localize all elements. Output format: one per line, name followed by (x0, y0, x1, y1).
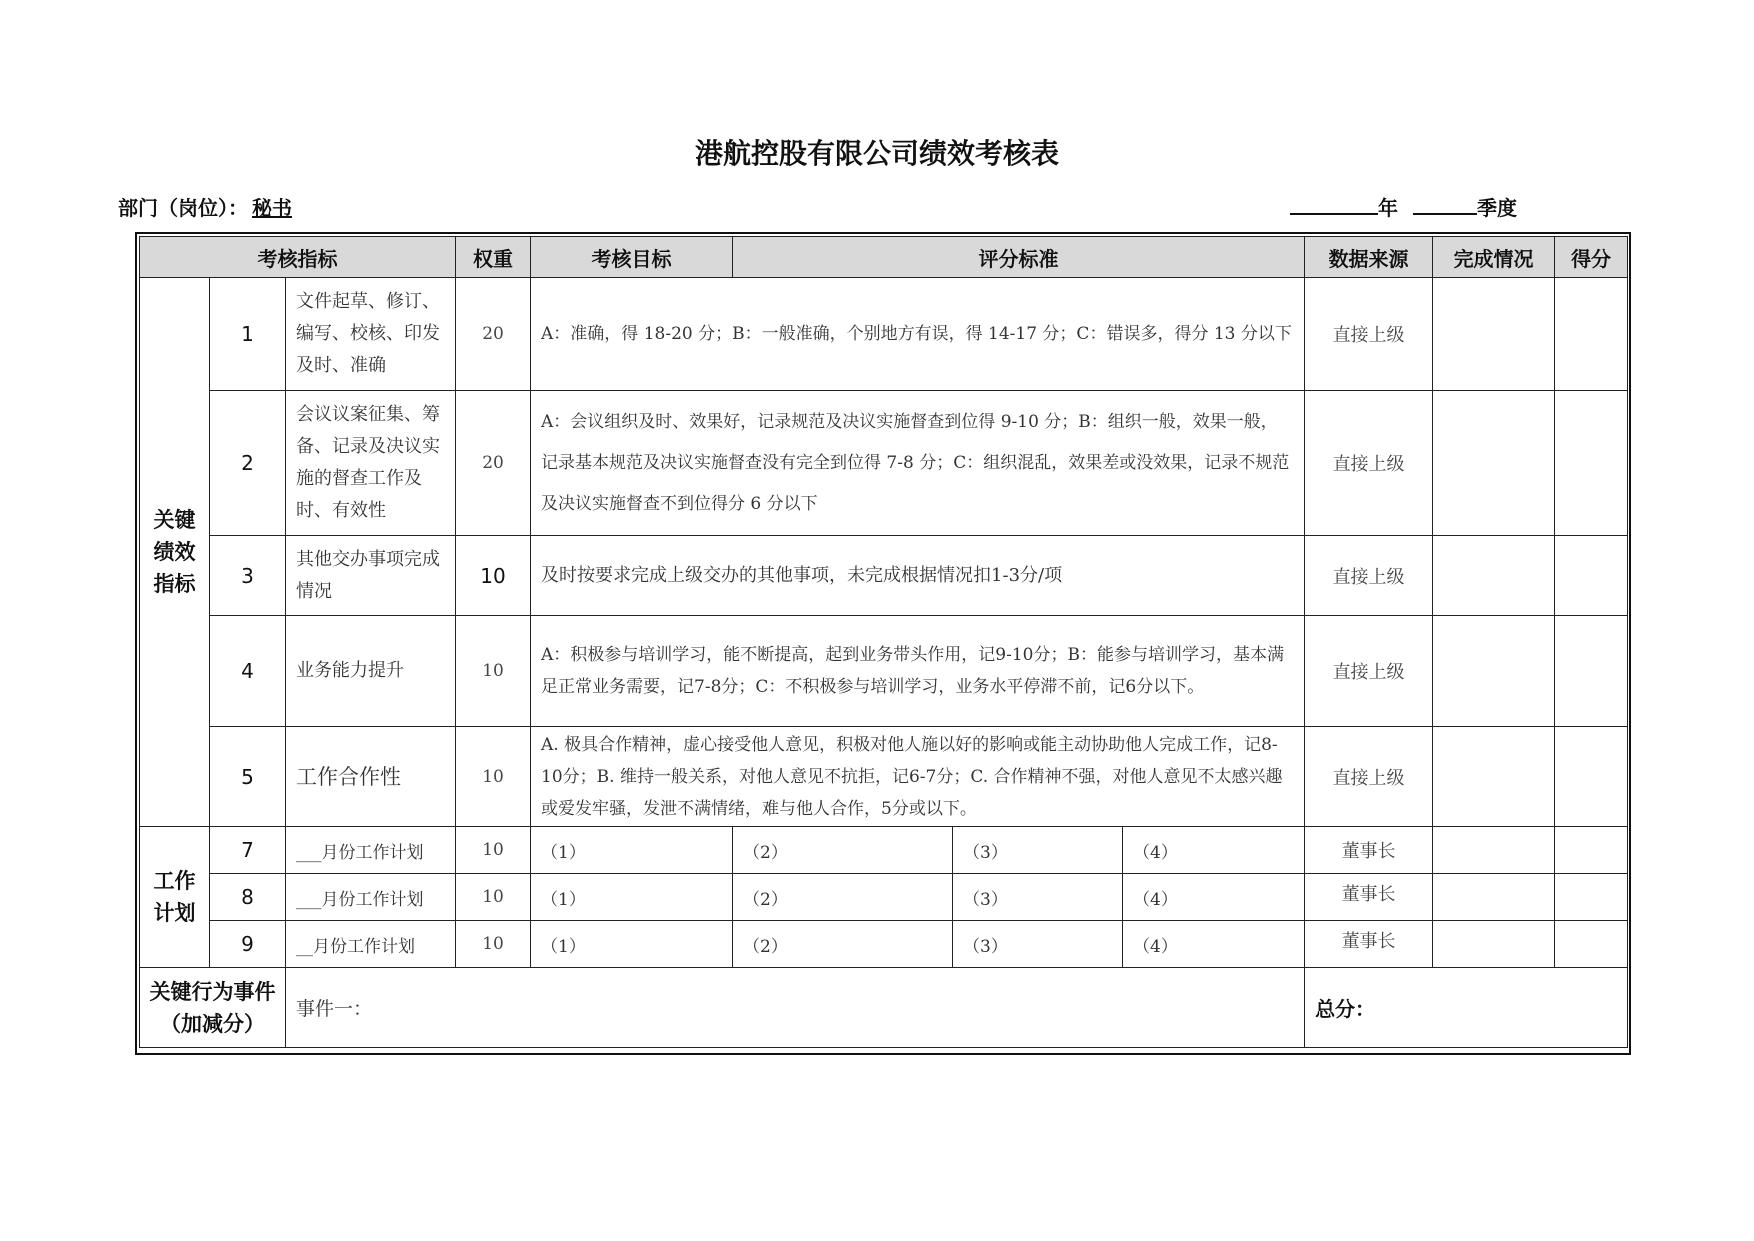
header-score: 得分 (1555, 237, 1628, 278)
row-number: 4 (210, 616, 286, 727)
score-cell[interactable] (1555, 616, 1628, 727)
status-cell[interactable] (1433, 827, 1555, 874)
weight-cell: 20 (456, 278, 531, 391)
weight-cell: 10 (456, 874, 531, 921)
status-cell[interactable] (1433, 874, 1555, 921)
criteria-cell: A：积极参与培训学习，能不断提高，起到业务带头作用，记9-10分；B：能参与培训学习，基本满足正常业务需要，记7-8分；C：不积极参与培训学习，业务水平停滞不前，记6分以下。 (531, 616, 1305, 727)
plan-item-4[interactable]: （4） (1123, 921, 1305, 968)
table-row (140, 616, 1628, 727)
table-row (140, 921, 1628, 968)
status-cell[interactable] (1433, 921, 1555, 968)
total-score[interactable]: 总分： (1305, 968, 1628, 1048)
assessment-table (139, 236, 1628, 1048)
weight-cell: 10 (456, 727, 531, 827)
status-cell[interactable] (1433, 616, 1555, 727)
year-label: 年 (1378, 196, 1398, 220)
event-value[interactable]: 事件一： (286, 968, 1305, 1048)
score-cell[interactable] (1555, 921, 1628, 968)
row-number: 7 (210, 827, 286, 874)
goal-cell: 其他交办事项完成情况 (286, 536, 456, 616)
row-number: 8 (210, 874, 286, 921)
status-cell[interactable] (1433, 536, 1555, 616)
goal-cell: 业务能力提升 (286, 616, 456, 727)
plan-item-3[interactable]: （3） (953, 827, 1123, 874)
plan-item-2[interactable]: （2） (733, 921, 953, 968)
score-cell[interactable] (1555, 874, 1628, 921)
row-number: 5 (210, 727, 286, 827)
header-row (140, 237, 1628, 278)
score-cell[interactable] (1555, 727, 1628, 827)
department-line (118, 192, 306, 221)
department-value: 秘书 (252, 196, 292, 220)
score-cell[interactable] (1555, 391, 1628, 536)
header-status: 完成情况 (1433, 237, 1555, 278)
plan-item-1[interactable]: （1） (531, 827, 733, 874)
goal-cell: 会议议案征集、筹备、记录及决议实施的督查工作及时、有效性 (286, 391, 456, 536)
header-criteria: 评分标准 (733, 237, 1305, 278)
source-cell: 直接上级 (1305, 391, 1433, 536)
weight-cell: 10 (456, 827, 531, 874)
row-number: 2 (210, 391, 286, 536)
source-cell: 董事长 (1305, 874, 1433, 921)
score-cell[interactable] (1555, 827, 1628, 874)
event-label: 关键行为事件（加减分） (140, 968, 286, 1048)
table-row (140, 536, 1628, 616)
year-blank (1290, 193, 1378, 215)
source-cell: 董事长 (1305, 921, 1433, 968)
weight-cell: 10 (456, 536, 531, 616)
source-cell: 董事长 (1305, 827, 1433, 874)
goal-cell: ___月份工作计划 (286, 827, 456, 874)
criteria-cell: 及时按要求完成上级交办的其他事项，未完成根据情况扣1-3分/项 (531, 536, 1305, 616)
period-line (1290, 192, 1517, 221)
plan-item-4[interactable]: （4） (1123, 874, 1305, 921)
page-title: 港航控股有限公司绩效考核表 (694, 137, 1059, 170)
row-number: 9 (210, 921, 286, 968)
plan-item-3[interactable]: （3） (953, 874, 1123, 921)
criteria-cell: A. 极具合作精神，虚心接受他人意见，积极对他人施以好的影响或能主动协助他人完成工作，记8-10分；B. 维持一般关系，对他人意见不抗拒，记6-7分；C. 合作精神不强，对他人意见不太感兴趣或爱发牢骚，发泄不满情绪，难与他人合作，5分或以下。 (531, 727, 1305, 827)
goal-cell: 文件起草、修订、编写、校核、印发及时、准确 (286, 278, 456, 391)
status-cell[interactable] (1433, 278, 1555, 391)
source-cell: 直接上级 (1305, 536, 1433, 616)
criteria-cell: A：准确，得 18-20 分；B：一般准确，个别地方有误，得 14-17 分；C：错误多，得分 13 分以下 (531, 278, 1305, 391)
score-cell[interactable] (1555, 536, 1628, 616)
header-source: 数据来源 (1305, 237, 1433, 278)
row-number: 1 (210, 278, 286, 391)
plan-item-3[interactable]: （3） (953, 921, 1123, 968)
header-weight: 权重 (456, 237, 531, 278)
plan-item-1[interactable]: （1） (531, 921, 733, 968)
weight-cell: 10 (456, 616, 531, 727)
goal-cell: ___月份工作计划 (286, 874, 456, 921)
quarter-blank (1413, 193, 1477, 215)
header-indicator: 考核指标 (140, 237, 456, 278)
header-target: 考核目标 (531, 237, 733, 278)
source-cell: 直接上级 (1305, 616, 1433, 727)
source-cell: 直接上级 (1305, 278, 1433, 391)
plan-item-4[interactable]: （4） (1123, 827, 1305, 874)
event-row (140, 968, 1628, 1048)
goal-cell: 工作合作性 (286, 727, 456, 827)
plan-item-1[interactable]: （1） (531, 874, 733, 921)
goal-cell: __月份工作计划 (286, 921, 456, 968)
source-cell: 直接上级 (1305, 727, 1433, 827)
score-cell[interactable] (1555, 278, 1628, 391)
table-row (140, 278, 1628, 391)
department-label: 部门（岗位）： (118, 196, 248, 220)
plan-item-2[interactable]: （2） (733, 827, 953, 874)
table-row (140, 727, 1628, 827)
plan-group-label: 工作计划 (140, 827, 210, 968)
quarter-label: 季度 (1476, 196, 1517, 220)
plan-item-2[interactable]: （2） (733, 874, 953, 921)
kpi-group-label: 关键绩效指标 (140, 278, 210, 827)
status-cell[interactable] (1433, 391, 1555, 536)
table-row (140, 827, 1628, 874)
table-row (140, 874, 1628, 921)
table-row (140, 391, 1628, 536)
weight-cell: 10 (456, 921, 531, 968)
status-cell[interactable] (1433, 727, 1555, 827)
criteria-cell: A：会议组织及时、效果好，记录规范及决议实施督查到位得 9-10 分；B：组织一般，效果一般，记录基本规范及决议实施督查没有完全到位得 7-8 分；C：组织混乱，效果差或没效果，记录不规范及决议实施督查不到位得分 6 分以下 (531, 391, 1305, 536)
row-number: 3 (210, 536, 286, 616)
weight-cell: 20 (456, 391, 531, 536)
